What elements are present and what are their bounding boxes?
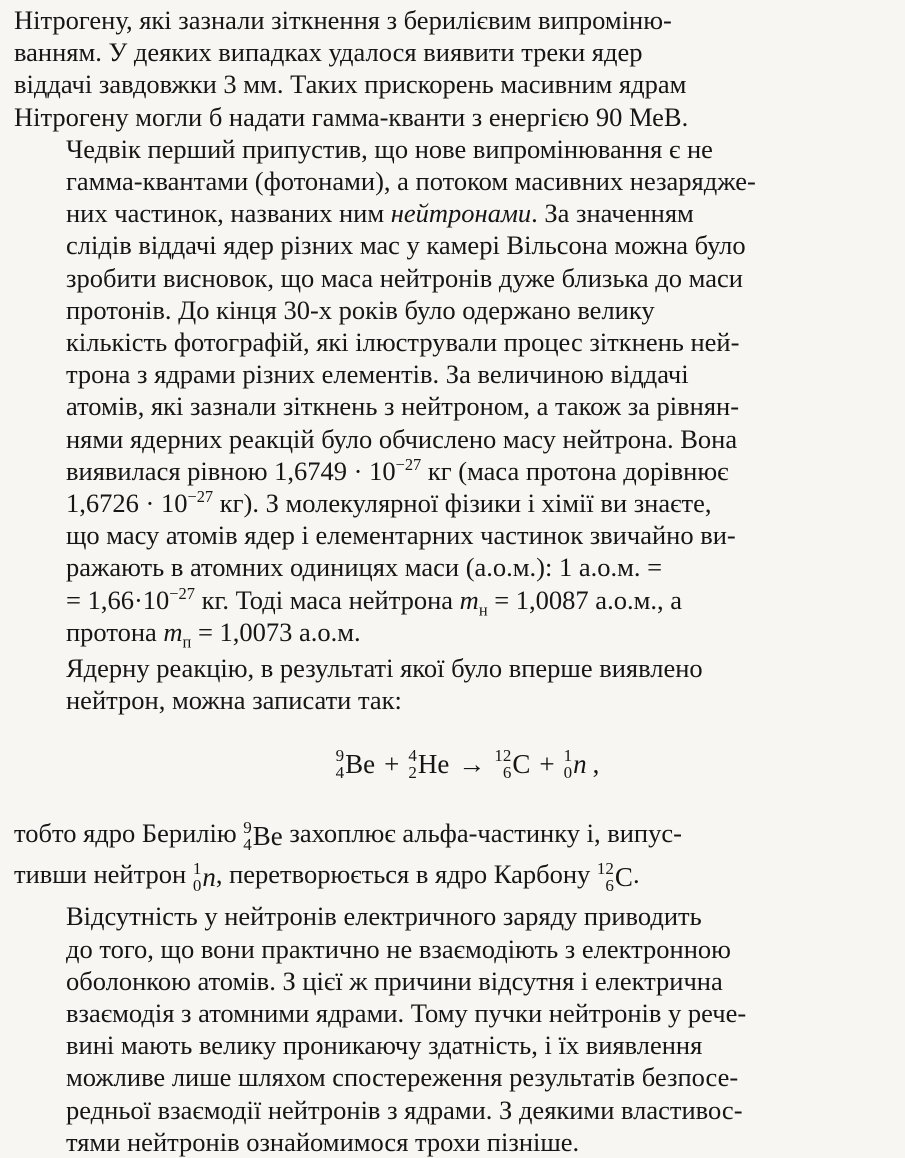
text-line: ражають в атомних одиницях маси (а.о.м.): 1 а.о.м. =	[66, 552, 663, 583]
text-line: вині мають велику проникаючу здатність, і їх виявлення	[66, 1030, 703, 1061]
text-line: оболонкою атомів. З цієї ж причини відсутня і електрична	[66, 965, 723, 996]
exponent: −27	[169, 583, 195, 603]
plus-sign: +	[384, 748, 400, 779]
text-line: взаємодія з атомними ядрами. Тому пучки нейтронів у рече-	[66, 997, 747, 1028]
paragraph-1	[14, 4, 891, 133]
nuclide-carbon: 12 6 C	[494, 746, 531, 783]
text-line: протонів. До кінця 30-х років було одержано велику	[66, 294, 655, 325]
text-line: кількість фотографій, які ілюстрували процес зіткнень ней-	[66, 327, 740, 358]
text-line: протона $m_п = 1,0073$ а.о.м.	[66, 616, 361, 652]
text-line: ванням. У деяких випадках удалося виявити треки ядер	[14, 37, 643, 68]
text-line: тями нейтронів ознайомимося трохи пізніше.	[66, 1126, 580, 1157]
text-line: зробити висновок, що маса нейтронів дуже близька до маси	[66, 262, 743, 293]
text-line: Чедвік перший припустив, що нове випромінювання є не	[66, 133, 713, 164]
paragraph-4	[14, 814, 891, 896]
proton-mass-symbol: $m_п$	[163, 616, 192, 652]
nuclide-beryllium: 9 4 Be	[243, 818, 283, 855]
text-line: можливе лише шляхом спостереження результатів безпосе-	[66, 1062, 739, 1093]
term-neutrons: нейтронами	[390, 198, 532, 229]
text-line: Відсутність у нейтронів електричного заряду приводить	[66, 901, 702, 932]
nuclide-carbon: 12 6 C	[596, 859, 633, 896]
arrow-icon: →	[458, 748, 486, 779]
text-line: Нітрогену, які зазнали зіткнення з берилієвим випроміню-	[14, 5, 672, 35]
text-line: трона з ядрами різних елементів. За величиною віддачі	[66, 359, 689, 390]
text-line: гамма-квантами (фотонами), а потоком масивних незарядже-	[66, 166, 756, 197]
text-line: = $1,66\cdot 10^{-27}$ кг. Тоді маса нейтрона $m_н = 1,0087$ а.о.м., а	[66, 583, 682, 619]
text-line: віддачі завдовжки 3 мм. Таких прискорень масивним ядрам	[14, 69, 687, 100]
equation-comma: ,	[592, 748, 600, 779]
text-line: тобто ядро Берилію 9 4 Be захоплює альфа-частинку і, випус-	[14, 818, 682, 855]
paragraph-5	[14, 900, 891, 1158]
text-line: виявилася рівною $1,6749 \cdot 10^{-27}$ кг (маса протона дорівнює	[66, 455, 729, 486]
nuclide-neutron: 1 0 n	[563, 746, 587, 783]
text-line: Нітрогену могли б надати гамма-кванти з енергією 90 МеВ.	[14, 101, 689, 132]
nuclide-neutron: 1 0 n	[192, 859, 216, 896]
paragraph-2	[14, 133, 891, 652]
text-line: слідів віддачі ядер різних мас у камері Вільсона можна було	[66, 230, 746, 261]
text-line: тивши нейтрон 1 0 n , перетворюється в ядро Карбону 12 6 C .	[14, 859, 640, 896]
text-line: них частинок, названих ним нейтронами. За значенням	[66, 198, 694, 229]
text-line: що масу атомів ядер і елементарних частинок звичайно ви-	[66, 520, 736, 551]
neutron-mass-symbol: $m_н$	[459, 584, 488, 619]
text-line: нями ядерних реакцій було обчислено масу нейтрона. Вона	[66, 423, 738, 454]
nuclide-helium: 4 2 He	[408, 746, 450, 783]
text-line: нейтрон, можна записати так:	[66, 685, 402, 716]
text-line: редньої взаємодії нейтронів з ядрами. З деякими властивос-	[66, 1094, 743, 1125]
paragraph-3	[14, 652, 891, 716]
text-line: до того, що вони практично не взаємодіють з електронною	[66, 933, 731, 964]
text-line: атомів, які зазнали зіткнень з нейтроном, а також за рівнян-	[66, 391, 740, 422]
text-line: $1,6726 \cdot 10^{-27}$ кг). З молекулярної фізики і хімії ви знаєте,	[66, 487, 712, 519]
text-line: Ядерну реакцію, в результаті якої було вперше виявлено	[66, 653, 703, 684]
exponent: −27	[395, 455, 422, 475]
exponent: −27	[187, 487, 214, 507]
nuclear-reaction-equation	[44, 716, 891, 812]
nuclide-beryllium: 9 4 Be	[335, 746, 376, 783]
plus-sign: +	[539, 748, 555, 779]
